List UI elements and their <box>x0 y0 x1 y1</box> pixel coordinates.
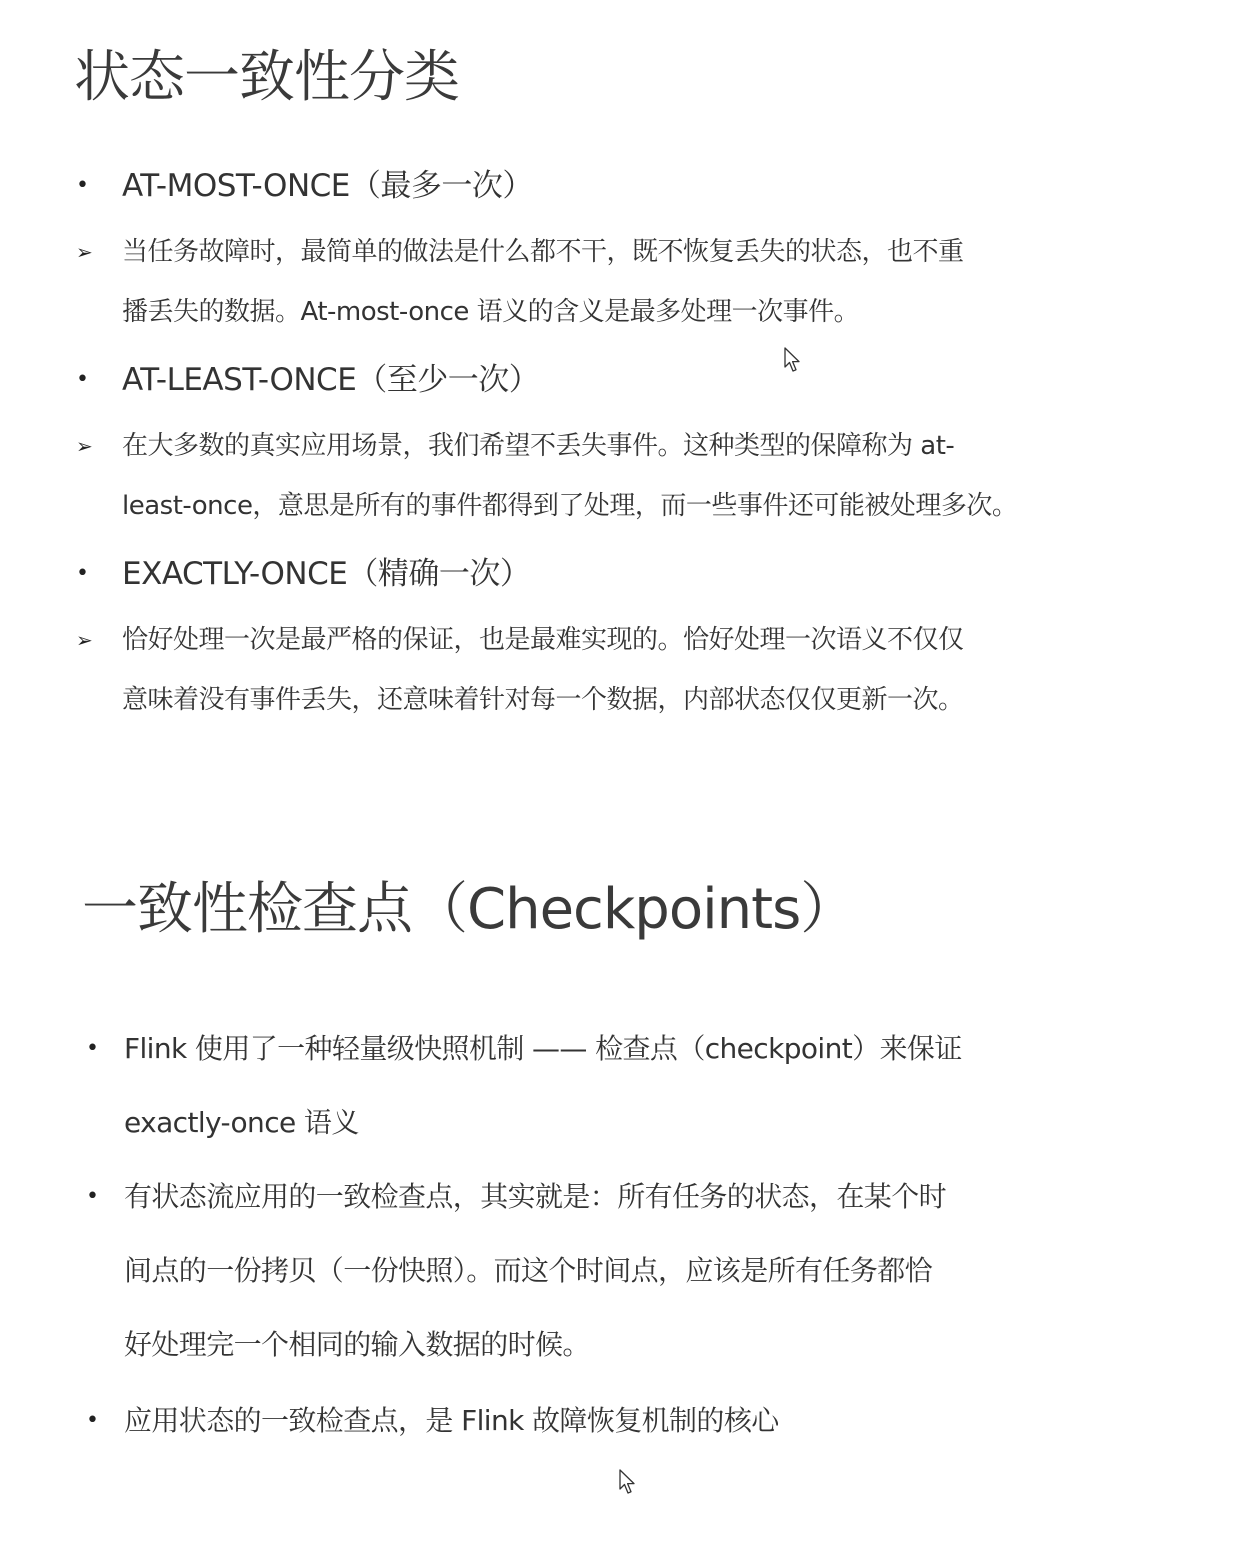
item-heading: EXACTLY-ONCE（精确一次） <box>122 556 531 592</box>
description-line: 播丢失的数据。At-most-once 语义的含义是最多处理一次事件。 <box>122 297 860 327</box>
item-heading: AT-LEAST-ONCE（至少一次） <box>122 362 540 398</box>
bullet-icon: • <box>76 367 89 392</box>
description-line: 恰好处理一次是最严格的保证，也是最难实现的。恰好处理一次语义不仅仅 <box>122 625 964 655</box>
description-line: 当任务故障时，最简单的做法是什么都不干，既不恢复丢失的状态，也不重 <box>122 237 964 267</box>
mouse-pointer-icon <box>784 347 802 373</box>
bullet-icon: • <box>86 1184 99 1209</box>
arrow-bullet-icon: ➢ <box>76 628 93 652</box>
bullet-line: exactly-once 语义 <box>124 1106 359 1139</box>
description-line: 在大多数的真实应用场景，我们希望不丢失事件。这种类型的保障称为 at- <box>122 431 955 461</box>
bullet-icon: • <box>76 173 89 198</box>
bullet-line: 好处理完一个相同的输入数据的时候。 <box>124 1328 590 1361</box>
slide-title-consistency-levels: 状态一致性分类 <box>74 45 459 110</box>
description-line: 意味着没有事件丢失，还意味着针对每一个数据，内部状态仅仅更新一次。 <box>122 685 964 715</box>
bullet-line: 应用状态的一致检查点，是 Flink 故障恢复机制的核心 <box>124 1404 779 1437</box>
bullet-icon: • <box>86 1036 99 1061</box>
description-line: least-once，意思是所有的事件都得到了处理，而一些事件还可能被处理多次。 <box>122 491 1018 521</box>
bullet-line: 间点的一份拷贝（一份快照）。而这个时间点，应该是所有任务都恰 <box>124 1254 933 1287</box>
mouse-pointer-icon <box>619 1469 637 1495</box>
bullet-line: 有状态流应用的一致检查点，其实就是：所有任务的状态，在某个时 <box>124 1180 947 1213</box>
slide-title-checkpoints: 一致性检查点（Checkpoints） <box>82 877 856 942</box>
arrow-bullet-icon: ➢ <box>76 434 93 458</box>
item-heading: AT-MOST-ONCE（最多一次） <box>122 168 533 204</box>
bullet-icon: • <box>76 561 89 586</box>
bullet-line: Flink 使用了一种轻量级快照机制 —— 检查点（checkpoint）来保证 <box>124 1032 962 1065</box>
arrow-bullet-icon: ➢ <box>76 240 93 264</box>
bullet-icon: • <box>86 1408 99 1433</box>
